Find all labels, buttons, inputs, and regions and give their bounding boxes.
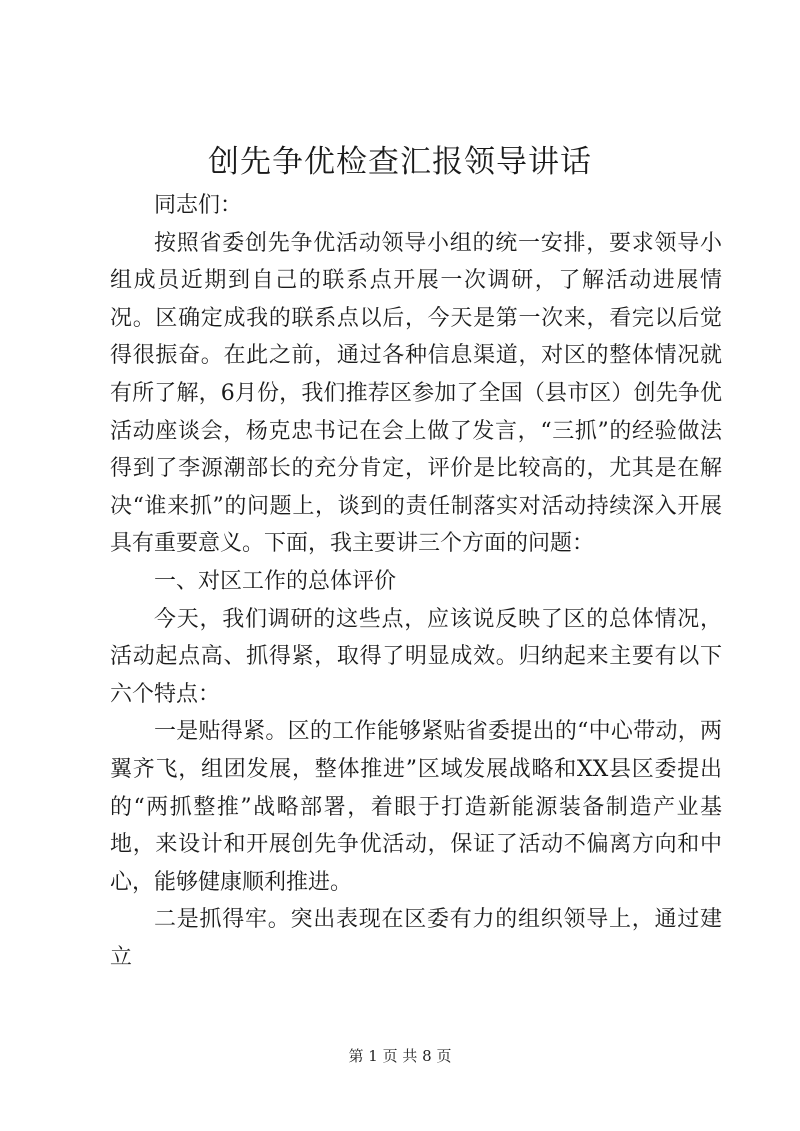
section-heading-1: 一、对区工作的总体评价: [154, 568, 397, 594]
paragraph-intro: 按照省委创先争优活动领导小组的统一安排，要求领导小组成员近期到自己的联系点开展一次调研，了解活动进展情况。区确定成我的联系点以后，今天是第一次来，看完以后觉得很振奋。在此之前，通过各种信息渠道，对区的整体情况就有所了解，6月份，我们推荐区参加了全国（县市区）创先争优活动座谈会，杨克忠书记在会上做了发言，“三抓”的经验做法得到了李源潮部长的充分肯定，评价是比较高的，尤其是在解决“谁来抓”的问题上，谈到的责任制落实对活动持续深入开展具有重要意义。下面，我主要讲三个方面的问题：: [110, 230, 722, 557]
document-title: 创先争优检查汇报领导讲话: [208, 144, 592, 180]
paragraph-overview: 今天，我们调研的这些点，应该说反映了区的总体情况，活动起点高、抓得紧，取得了明显成效。归纳起来主要有以下六个特点：: [110, 606, 722, 707]
paragraph-point-1: 一是贴得紧。区的工作能够紧贴省委提出的“中心带动，两翼齐飞，组团发展，整体推进”区域发展战略和XX县区委提出的“两抓整推”战略部署，着眼于打造新能源装备制造产业基地，来设计和开展创先争优活动，保证了活动不偏离方向和中心，能够健康顺利推进。: [110, 719, 722, 895]
document-body: [110, 187, 722, 976]
paragraph-salutation: 同志们：: [154, 193, 243, 218]
paragraph-point-2: 二是抓得牢。突出表现在区委有力的组织领导上，通过建立: [110, 907, 722, 970]
page-footer: 第 1 页 共 8 页: [348, 1047, 452, 1065]
